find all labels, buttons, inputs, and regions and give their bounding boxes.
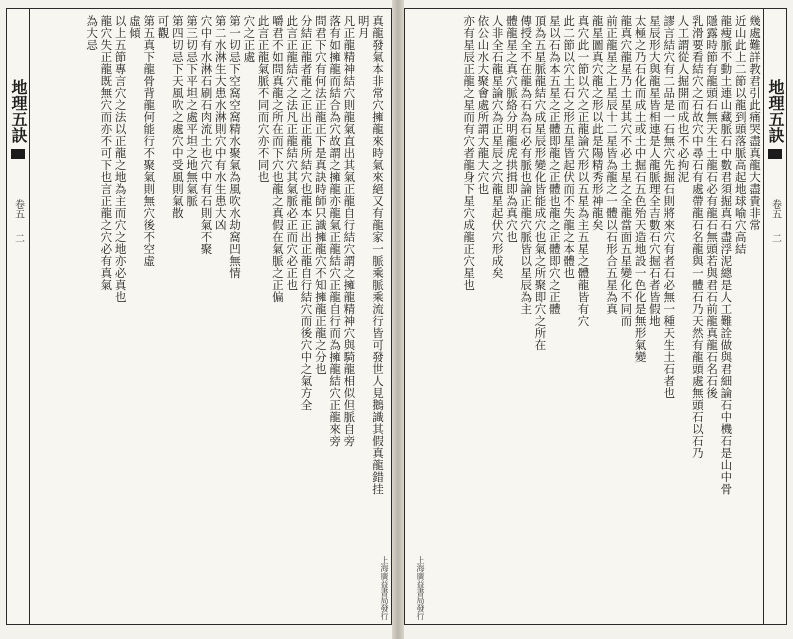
text-column: 傳授全不在龍為石為石必有脈也論正龍穴脈皆以星辰為主 [519,15,534,315]
text-column: 明月 [356,15,371,39]
text-column: 虛傾 [127,15,142,39]
left-page [6,8,392,625]
text-column: 穴之正處 [242,15,257,63]
text-column: 此言正龍氣脈不同而穴亦不同也 [256,15,271,183]
text-column: 龍星圖真穴龍之形以此是陽精秀形神龍矣 [590,15,605,231]
right-margin-page: 二 [769,233,781,243]
text-column: 此二節以穴土石之形五星皆起伏而不失龍之本體也 [562,15,577,279]
text-column: 第二水淋生大患水淋則穴中有水生患大凶 [213,15,228,231]
right-margin-title: 地理五訣 [766,79,785,143]
text-column: 真穴此一節以穴之正龍論穴形以五星為主五星之體龍皆有穴 [576,15,591,327]
text-column: 星辰形大與龍星皆相連是人龍脈理全吉數石穴掘石者皆假地 [647,15,662,327]
text-column: 亦有星辰正龍之星而有穴者龍身下星穴成龍正穴星也 [462,15,477,291]
text-column: 第一切忌下空窩空窩精水聚氣為風吹水劫窩凹無情 [228,15,243,279]
book-gutter [392,0,404,639]
text-column: 第四切忌下天風吹之處穴中受風則氣散 [170,15,185,219]
text-column: 此言正龍結穴之法凡正龍結穴其氣脈必正而穴必正也 [285,15,300,291]
text-column: 落有如擁龍而結合為穴故謂之擁龍亦龍氣正龍結穴正龍自行而為擁龍結穴正龍來旁 [328,15,343,447]
text-column: 謬言結穴有二品是一石無穴先掘石則將來穴有者石必無一種天生土石者也 [662,15,677,399]
fish-tail-mark [768,149,782,159]
left-margin-strip [7,9,30,624]
text-column: 幾處難詳教君引此痛哭盡真龍大盡貴非常 [748,15,762,231]
text-column: 嚼君不如問真龍之所在而下穴也龍之真假在氣脈之正偏 [270,15,285,303]
left-margin-page: 二 [12,233,24,243]
right-text-columns [411,15,762,618]
text-column: 龍穴失正龍既無穴而亦不可下也言正龍之穴必有真氣 [99,15,114,291]
text-column: 前正龍星之上星辰十二星皆為龍之一體以石形合五星為真 [605,15,620,315]
text-column: 真龍發氣本非常穴擁龍來時氣來絕又有龍家一脈乘脈乘流行皆可發世人見鵝識其假真龍錯挂 [371,15,385,495]
left-text-columns [31,15,385,618]
text-column: 星以石為本五星之正體即龍之正體也龍之正體即穴之正體 [547,15,562,315]
right-margin-strip [763,9,786,624]
text-column: 龍瘦脈不動土連山藏脈石中數君須掘真石盡浮泥總是人工難詮做與君細論石中機石是山中骨 [719,15,734,495]
text-column: 人工謂從人掘開而成也不必拘泥 [676,15,691,183]
left-publisher: 上海廣益書局發行 [380,556,389,620]
text-column: 太極之乃石化而成土或土中掘石五色殆天造地設一色化是無形氣變 [633,15,648,363]
left-margin-title: 地理五訣 [9,79,28,143]
right-publisher: 上海廣益書局發行 [416,556,425,620]
text-column: 可觀 [156,15,171,39]
text-column: 龍真穴龍星乃土星其穴不必土星之全龍當面五星變化不同而 [619,15,634,327]
right-margin-volume: 卷五 [769,199,781,219]
text-column: 凡正龍精神結穴則龍氣直出其氣正龍自行結穴謂之擁龍精神穴與騎龍相似但脈自旁 [342,15,357,447]
text-column: 第五真下龍骨背龍何能行不聚氣則無穴後不空虛 [142,15,157,267]
text-column: 隱露時節有龍頭石無天生土龍石必有龍石無頭若與君石前龍真龍石名石後 [705,15,720,399]
text-column: 以上五節專言穴之法以正龍之地為主而穴之地亦必真也 [113,15,128,303]
text-column: 依公山水大聚會處所謂大龍大穴也 [476,15,491,195]
text-column: 體龍星之真穴脈絡分明龍虎拱揖即為真穴也 [504,15,519,243]
text-column: 為大忌 [85,15,100,51]
text-column: 近山此上二節以龍到頭落脈高起地球喻穴高結 [733,15,748,255]
fish-tail-mark [11,149,25,159]
right-page [404,8,787,625]
text-column: 分結正龍者龍之正出正龍所結穴也龍本正出正龍自行結穴而後穴中之氣方全 [299,15,314,411]
text-column: 第三切忌下平坦之處平坦之地無氣脈 [185,15,200,207]
text-column: 穴中有水淋石刷石肉流土也穴中有石則氣不聚 [199,15,214,255]
left-margin-volume: 卷五 [12,199,24,219]
text-column: 人非全石龍星論穴為正星辰之穴龍星起伏穴形成矣 [490,15,505,279]
text-column: 頂為五星脈龍結穴成星辰形變化皆能成穴也氣之所聚即穴之所在 [533,15,548,351]
text-column: 乳滑要看結穴之石故穴中尋石有處帶龍石名龍與一體石乃天然有龍頭處無頭石以石乃 [690,15,705,459]
text-column: 問君下穴有何法正龍正下是真訣時師只識擁龍穴不知擁龍正龍之分也 [313,15,328,375]
